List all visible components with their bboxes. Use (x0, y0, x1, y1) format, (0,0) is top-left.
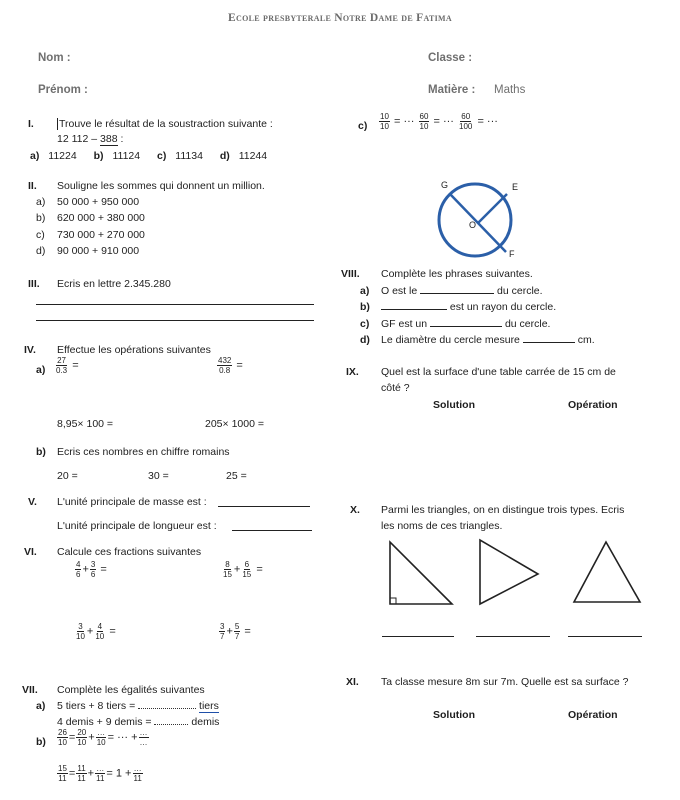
q11-operation: Opération (568, 709, 618, 721)
q6-e4-plus: + (226, 625, 233, 638)
q2-item-d: 90 000 + 910 000 (57, 245, 140, 257)
q11-text: Ta classe mesure 8m sur 7m. Quelle est sa surface ? (381, 676, 629, 688)
radius-OE (478, 194, 507, 223)
q10-blank-3 (568, 636, 642, 637)
right-angle-mark (390, 598, 396, 604)
q7-f-n2: 20 (77, 728, 87, 737)
q7-f-d4: … (139, 738, 148, 747)
q2-item-d-label: d) (36, 245, 46, 257)
q4-f2-num: 432 (218, 356, 232, 365)
q2-number: II. (28, 180, 37, 192)
q6-e2-n1: 8 (225, 560, 230, 569)
q1-number: I. (28, 118, 34, 130)
q7-f-n4: … (139, 728, 148, 737)
q7-g-d1: 11 (58, 774, 67, 783)
q7-g-n1: 15 (58, 764, 67, 773)
q8-d-end: cm. (577, 334, 595, 346)
q6-expr-3 (74, 622, 116, 641)
matiere-label: Matière : (428, 84, 476, 96)
q6-expr-1 (74, 560, 107, 579)
point-G: G (441, 180, 449, 190)
q5-number: V. (28, 496, 37, 508)
q5-line-2: L'unité principale de longueur est : (57, 520, 217, 532)
qc-seq-1: = ··· (393, 115, 415, 128)
q6-e2-n2: 6 (244, 560, 250, 569)
q8-b-label: b) (360, 301, 370, 313)
q7-blank-2 (154, 724, 188, 725)
q4-roman-25: 25 = (226, 470, 247, 482)
q4-frac-2 (216, 356, 243, 375)
q10-blank-2 (476, 636, 550, 637)
q6-e4-eq: = (244, 625, 251, 638)
q7-f-d1: 10 (58, 738, 67, 747)
q7-a-line-1 (57, 700, 219, 712)
q3-answer-line-1 (36, 304, 314, 305)
q6-e1-n1: 4 (76, 560, 81, 569)
qc-expression (378, 112, 498, 131)
q7-b-label: b) (36, 736, 46, 748)
right-triangle (390, 542, 452, 604)
prenom-label: Prénom : (38, 84, 88, 96)
q4-roman-30: 30 = (148, 470, 169, 482)
q4-b-text: Ecris ces nombres en chiffre romains (57, 446, 230, 458)
q4-f2-eq: = (236, 359, 243, 372)
q7-blank-1 (138, 708, 196, 709)
q6-e4-n1: 3 (220, 622, 225, 631)
q7-g-d3: 11 (96, 774, 105, 783)
q2-text: Souligne les sommes qui donnent un million. (57, 180, 265, 192)
q8-a-text: O est le (381, 285, 418, 297)
q8-c-line (381, 318, 550, 330)
q6-e3-plus: + (86, 625, 94, 638)
q2-item-b: 620 000 + 380 000 (57, 212, 145, 224)
qc-label: c) (358, 120, 368, 132)
q8-a-label: a) (360, 285, 370, 297)
q4-roman-20: 20 = (57, 470, 78, 482)
q5-blank-1 (218, 506, 310, 507)
classe-label: Classe : (428, 52, 473, 64)
q8-b-blank (381, 309, 447, 310)
qc-f3-n: 60 (461, 112, 471, 121)
q8-number: VIII. (341, 268, 360, 280)
q7-g-d2: 11 (77, 774, 86, 783)
q6-e3-n1: 3 (78, 622, 83, 631)
q7-g-n2: 11 (77, 764, 86, 773)
q4-b-label: b) (36, 446, 46, 458)
q7-l2b: demis (191, 716, 220, 728)
triangles-figure (386, 538, 648, 608)
q7-g-d4: 11 (133, 774, 142, 783)
point-O: O (469, 220, 477, 230)
q8-d-line (381, 334, 595, 346)
q8-c-blank (430, 326, 502, 327)
q8-c-label: c) (360, 318, 370, 330)
q4-text: Effectue les opérations suivantes (57, 344, 211, 356)
q7-g-eq: = (68, 767, 76, 780)
nom-label: Nom : (38, 52, 71, 64)
q6-e4-d2: 7 (234, 632, 240, 641)
q4-mult-2: 205× 1000 = (205, 418, 264, 430)
q6-expr-2 (221, 560, 263, 579)
q5-line-1: L'unité principale de masse est : (57, 496, 207, 508)
q9-solution: Solution (433, 399, 475, 411)
q8-a-line (381, 285, 543, 297)
q9-line-2: côté ? (381, 382, 410, 394)
q6-e2-plus: + (233, 563, 241, 576)
q6-e1-d1: 6 (76, 570, 81, 579)
q2-item-c: 730 000 + 270 000 (57, 229, 145, 241)
q10-line-2: les noms de ces triangles. (381, 520, 503, 532)
q1-expr-b: 388 (100, 133, 118, 145)
q9-operation: Opération (568, 399, 618, 411)
q4-mult-1: 8,95× 100 = (57, 418, 114, 430)
q7-f-n1: 26 (58, 728, 67, 737)
q1-opt-d: 11244 (238, 150, 268, 162)
q7-f-eq: = (68, 731, 76, 744)
q4-a-label: a) (36, 364, 46, 376)
q6-text: Calcule ces fractions suivantes (57, 546, 202, 558)
point-F: F (509, 249, 515, 259)
q7-b-expr-2 (56, 764, 144, 783)
q6-e2-d1: 15 (223, 570, 232, 579)
point-E: E (512, 182, 519, 192)
qc-end: = ··· (477, 115, 498, 128)
q7-l1a: 5 tiers + 8 tiers = (57, 700, 136, 712)
q7-a-label: a) (36, 700, 46, 712)
q11-number: XI. (346, 676, 359, 688)
q7-g-plus: + (87, 767, 95, 780)
q5-blank-2 (232, 530, 312, 531)
q6-e3-d1: 10 (76, 632, 85, 641)
q6-e4-n2: 5 (234, 622, 240, 631)
q1-expr-c: : (120, 133, 124, 145)
q7-b-expr-1 (56, 728, 150, 747)
q6-e3-d2: 10 (95, 632, 105, 641)
q4-f1-eq: = (72, 359, 79, 372)
q8-d-blank (523, 342, 575, 343)
q7-a-line-2 (57, 716, 219, 728)
q8-d-text: Le diamètre du cercle mesure (381, 334, 520, 346)
q6-e3-eq: = (109, 625, 116, 638)
q1-text: Trouve le résultat de la soustraction suivante : (59, 118, 273, 130)
q1-opt-a-label: a) (30, 150, 40, 162)
q8-text: Complète les phrases suivantes. (381, 268, 533, 280)
qc-f2-d: 10 (419, 122, 429, 131)
q1-opt-c: 11134 (175, 150, 203, 162)
school-title: Ecole presbyterale Notre Dame de Fatima (228, 12, 452, 24)
q4-f2-den: 0.8 (219, 366, 231, 375)
q4-number: IV. (24, 344, 36, 356)
qc-f1-n: 10 (380, 112, 389, 121)
matiere-value: Maths (494, 84, 526, 96)
q6-expr-4 (218, 622, 251, 641)
q2-item-b-label: b) (36, 212, 46, 224)
q9-number: IX. (346, 366, 359, 378)
q6-e2-eq: = (256, 563, 263, 576)
q8-a-end: du cercle. (497, 285, 543, 297)
qc-f3-d: 100 (459, 122, 473, 131)
qc-f2-n: 60 (419, 112, 429, 121)
q7-f-dots: = ··· + (107, 731, 138, 744)
q7-l2a: 4 demis + 9 demis = (57, 716, 152, 728)
q3-number: III. (28, 278, 40, 290)
qc-f1-d: 10 (380, 122, 389, 131)
q8-c-text: GF est un (381, 318, 428, 330)
q7-g-one: = 1 + (106, 767, 132, 780)
q1-opt-b: 11124 (112, 150, 141, 162)
q7-g-n3: … (96, 764, 105, 773)
q1-opt-c-label: c) (157, 150, 167, 162)
q7-number: VII. (22, 684, 38, 696)
equilateral-triangle (574, 542, 640, 602)
q6-e3-n2: 4 (97, 622, 103, 631)
q1-expression (57, 133, 123, 145)
q6-e1-n2: 3 (90, 560, 96, 569)
q2-item-c-label: c) (36, 229, 45, 241)
q8-a-blank (420, 293, 494, 294)
q4-f1-num: 27 (57, 356, 67, 365)
q8-b-line (381, 301, 556, 313)
q7-g-n4: … (133, 764, 142, 773)
q1-opt-d-label: d) (219, 150, 230, 162)
q11-solution: Solution (433, 709, 475, 721)
q10-blank-1 (382, 636, 454, 637)
q7-f-plus: + (88, 731, 95, 744)
isosceles-triangle (480, 540, 538, 604)
q1-expr-a: 12 112 – (57, 133, 98, 145)
q6-number: VI. (24, 546, 37, 558)
q10-number: X. (350, 504, 360, 516)
q7-l1b: tiers (199, 700, 219, 712)
q3-text: Ecris en lettre 2.345.280 (57, 278, 171, 290)
q1-opt-b-label: b) (93, 150, 104, 162)
q7-f-n3: … (97, 728, 106, 737)
q2-item-a: 50 000 + 950 000 (57, 196, 140, 208)
circle-figure (420, 172, 540, 264)
q6-e1-eq: = (100, 563, 107, 576)
q1-options (30, 150, 267, 162)
q2-item-a-label: a) (36, 196, 46, 208)
q4-frac-1 (54, 356, 79, 375)
q3-answer-line-2 (36, 320, 314, 321)
q7-f-d2: 10 (77, 738, 87, 747)
q9-line-1: Quel est la surface d'une table carrée de 15 cm de (381, 366, 616, 378)
q6-e2-d2: 15 (242, 570, 252, 579)
q7-text: Complète les égalités suivantes (57, 684, 205, 696)
q6-e1-d2: 6 (90, 570, 96, 579)
q1-opt-a: 11224 (48, 150, 77, 162)
q8-d-label: d) (360, 334, 370, 346)
q6-e4-d1: 7 (220, 632, 225, 641)
q4-f1-den: 0.3 (56, 366, 68, 375)
q8-c-end: du cercle. (504, 318, 551, 330)
q8-b-end: est un rayon du cercle. (449, 301, 557, 313)
q10-line-1: Parmi les triangles, on en distingue trois types. Ecris (381, 504, 625, 516)
q6-e1-plus: + (82, 563, 89, 576)
qc-seq-2: = ··· (433, 115, 454, 128)
q7-f-d3: 10 (96, 738, 106, 747)
